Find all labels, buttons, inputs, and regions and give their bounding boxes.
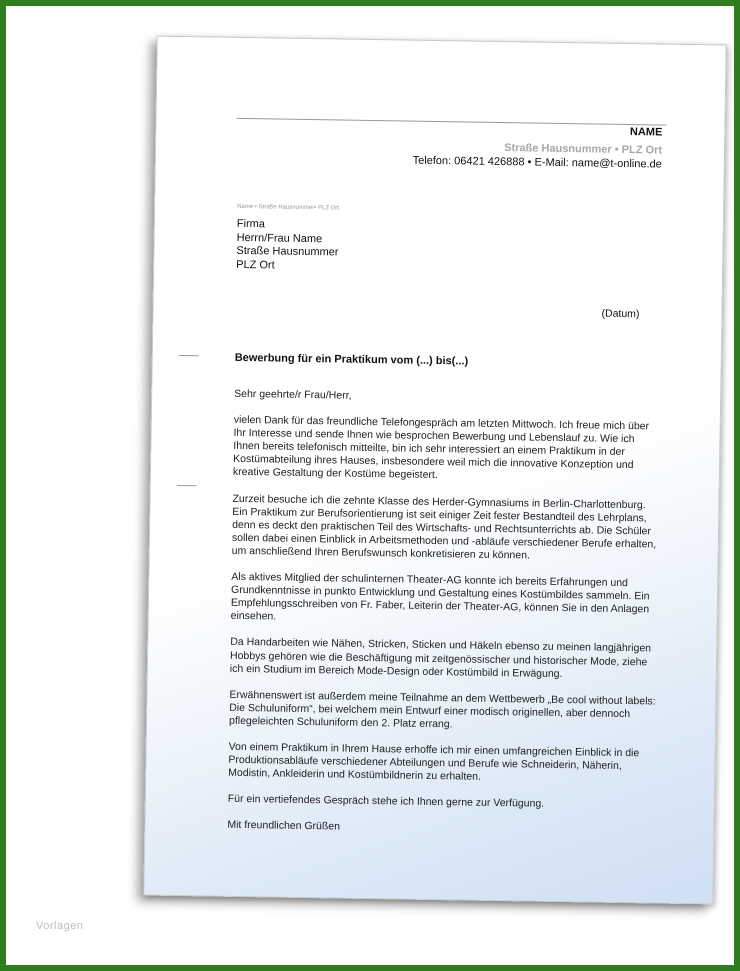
paragraph: Für ein vertiefendes Gespräch stehe ich Ihnen gerne zur Verfügung. — [227, 793, 545, 811]
letter-subject: Bewerbung für ein Praktikum vom (...) bis(...) — [234, 351, 469, 368]
fold-mark-middle — [177, 485, 197, 486]
date-field: (Datum) — [601, 307, 640, 321]
recipient-company: Firma — [236, 217, 266, 231]
paragraph: Erwähnenswert ist außerdem meine Teilnahme an dem Wettbewerb „Be cool without labels: Die Schuluniform“, bei welchem mein Entwurf einer modisch originellen, aber dennoch pflegeleichten Schuluniform den 2. Platz errang. — [228, 688, 656, 731]
letter-body — [227, 388, 664, 852]
closing: Mit freundlichen Grüßen — [227, 819, 341, 833]
sender-name: NAME — [629, 126, 663, 139]
document-page-wrapper — [143, 36, 726, 905]
paragraph: Als aktives Mitglied der schulinternen Theater-AG konnte ich bereits Erfahrungen und Grundkenntnisse in punkto Entwicklung und Gestaltung eines Kostümbildes sammeln. Ein Empfehlungsschreiben von Fr. Faber, Leiterin der Theater-AG, können Sie in den Anlagen einsehen. — [230, 570, 650, 623]
paragraph: vielen Dank für das freundliche Telefongespräch am letzten Mittwoch. Ich freue mich über Ihr Interesse und sende Ihnen wie besprochen Bewerbung und Lebenslauf zu. Wie ich Ihnen bereits telefonisch mitteilte, bin ich sehr interessiert an einem Praktikum in der Kostümabteilung ihres Hauses, insbesondere weil mich die innovative Konzeption und kreative Gestaltung der Kostüme begeistert. — [232, 413, 650, 482]
sender-address: Straße Hausnummer • PLZ Ort — [504, 142, 663, 157]
recipient-street: Straße Hausnummer — [236, 244, 339, 259]
recipient-name: Herrn/Frau Name — [236, 231, 323, 245]
document-page — [143, 36, 726, 905]
fold-mark-top — [179, 355, 199, 356]
paragraph: Von einem Praktikum in Ihrem Hause erhoffe ich mir einen umfangreichen Einblick in die Produktionsabläufe verschiedener Abteilungen und Berufe wie Schneiderin, Näherin, Modistin, Ankleiderin und Kostümbildnerin zu erhalten. — [228, 740, 640, 783]
salutation: Sehr geehrte/r Frau/Herr, — [234, 387, 352, 402]
paragraph: Zurzeit besuche ich die zehnte Klasse des Herder-Gymnasiums in Berlin-Charlottenburg. Ein Praktikum zur Berufsorientierung ist seit einiger Zeit fester Bestandteil des Lehrplans, denn es deckt den praktischen Teil des Wirtschafts- und Rechtsunterrichts ab. Die Schüler sollen dabei einen Einblick in Arbeitsmethoden und -abläufe verschiedener Berufe erhalten, um anschließend Ihren Berufswunsch konkretisieren zu können. — [231, 492, 657, 562]
watermark-text: Vorlagen — [36, 920, 84, 932]
recipient-block — [236, 218, 339, 274]
sender-contact: Telefon: 06421 426888 • E-Mail: name@t-online.de — [412, 154, 662, 171]
recipient-city: PLZ Ort — [236, 258, 275, 271]
return-address-line: Name • Straße Hausnummer• PLZ Ort — [237, 203, 340, 212]
header-rule — [236, 118, 666, 126]
paragraph: Da Handarbeiten wie Nähen, Stricken, Sticken und Häkeln ebenso zu meinen langjährigen Hobbys gehören wie die Beschäftigung mit zeitgenössischer und historischer Mode, ziehe ich ein Studium im Bereich Mode-Design oder Kostümbild in Erwägung. — [229, 636, 652, 680]
